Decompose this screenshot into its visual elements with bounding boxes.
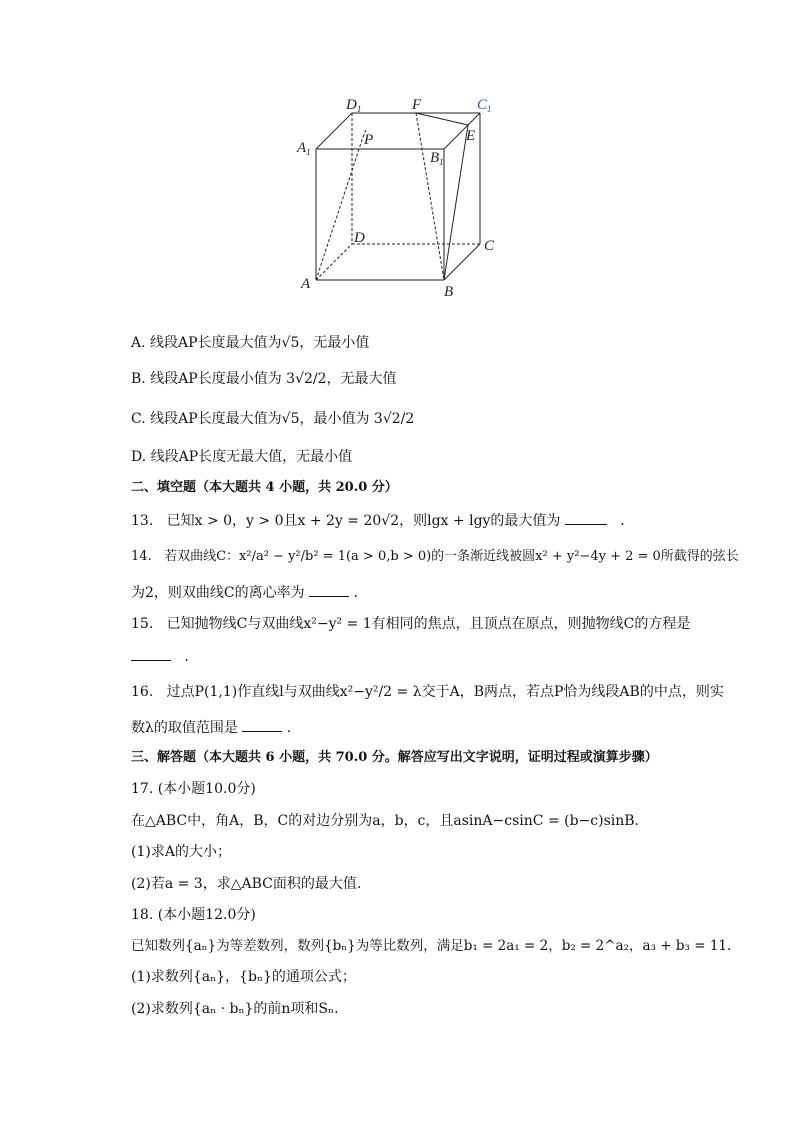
label-f: F	[412, 97, 422, 113]
section-3-title: 三、解答题（本大题共 6 小题，共 70.0 分。解答应写出文字说明，证明过程或演算步骤）	[131, 750, 658, 765]
q15-number: 15.	[131, 616, 154, 632]
q14-answer-blank[interactable]	[309, 582, 349, 597]
q14-number: 14.	[131, 549, 152, 564]
label-d: D	[354, 230, 365, 246]
q13-text: 已知x > 0，y > 0且x + 2y = 20√2，则lgx + lgy的最大值为	[166, 513, 561, 529]
q13-number: 13.	[131, 513, 154, 529]
q13-answer-blank[interactable]	[565, 510, 607, 525]
q18-part-1: (1)求数列{aₙ}，{bₙ}的通项公式；	[131, 969, 356, 985]
q14-tail: .	[353, 585, 358, 601]
question-16-cont	[131, 717, 291, 738]
q17-heading: 17. (本小题10.0分)	[131, 781, 256, 797]
question-13	[131, 510, 625, 531]
q16-text-b: 数λ的取值范围是	[131, 720, 238, 736]
q16-number: 16.	[131, 684, 154, 700]
cube-figure	[290, 90, 510, 305]
option-a: A. 线段AP长度最大值为√5，无最小值	[131, 335, 370, 351]
question-15	[131, 614, 690, 634]
q15-text-a: 已知抛物线C与双曲线x²−y² = 1有相同的焦点，且顶点在原点，则抛物线C的方程是	[166, 616, 691, 632]
q18-part-2: (2)求数列{aₙ · bₙ}的前n项和Sₙ.	[131, 1001, 339, 1017]
option-c: C. 线段AP长度最大值为√5，最小值为 3√2/2	[131, 411, 415, 427]
label-c: C	[484, 238, 495, 254]
q14-text-a: 若双曲线C：x²/a² − y²/b² = 1(a > 0,b > 0)的一条渐近线被圆x² + y²−4y + 2 = 0所截得的弦长	[164, 549, 739, 564]
label-e: E	[466, 128, 476, 144]
question-14	[131, 547, 739, 567]
segment-a-p	[316, 137, 363, 280]
q15-tail: .	[184, 649, 189, 665]
edge-a1-d1	[316, 113, 352, 149]
q17-part-2: (2)若a = 3，求△ABC面积的最大值.	[131, 876, 362, 892]
edge-b-c	[444, 244, 480, 280]
q16-answer-blank[interactable]	[242, 717, 282, 732]
label-b: B	[444, 284, 454, 300]
question-15-cont	[131, 646, 189, 667]
q15-answer-blank[interactable]	[131, 646, 171, 661]
segment-f-e	[416, 113, 468, 125]
label-a: A	[301, 276, 311, 292]
q14-text-b: 为2，则双曲线C的离心率为	[131, 585, 305, 601]
question-16	[131, 682, 724, 702]
label-c1: $C_1$	[477, 97, 492, 114]
q18-heading: 18. (本小题12.0分)	[131, 907, 256, 923]
segment-b-e	[444, 125, 468, 280]
q13-tail: .	[620, 513, 625, 529]
q17-part-1: (1)求A的大小；	[131, 844, 231, 860]
option-d: D. 线段AP长度无最大值，无最小值	[131, 449, 353, 465]
label-p: P	[364, 132, 374, 148]
option-b: B. 线段AP长度最小值为 3√2/2，无最大值	[131, 371, 397, 387]
hidden-edge-a-d	[316, 244, 352, 280]
section-2-title: 二、填空题（本大题共 4 小题，共 20.0 分）	[131, 480, 398, 495]
q16-text-a: 过点P(1,1)作直线l与双曲线x²−y²/2 = λ交于A，B两点，若点P恰为线段AB的中点，则实	[166, 684, 724, 700]
q17-stem: 在△ABC中，角A，B，C的对边分别为a，b，c，且asinA−csinC = (b−c)sinB.	[131, 813, 639, 829]
label-a1: $A_1$	[297, 140, 311, 157]
segment-f-b	[416, 113, 444, 280]
q16-tail: .	[286, 720, 292, 736]
q18-stem: 已知数列{aₙ}为等差数列，数列{bₙ}为等比数列，满足b₁ = 2a₁ = 2，b₂ = 2^a₂，a₃ + b₃ = 11.	[131, 938, 732, 954]
label-b1: $B_1$	[430, 150, 444, 167]
question-14-cont	[131, 582, 358, 603]
label-d1: $D_1$	[346, 97, 362, 114]
